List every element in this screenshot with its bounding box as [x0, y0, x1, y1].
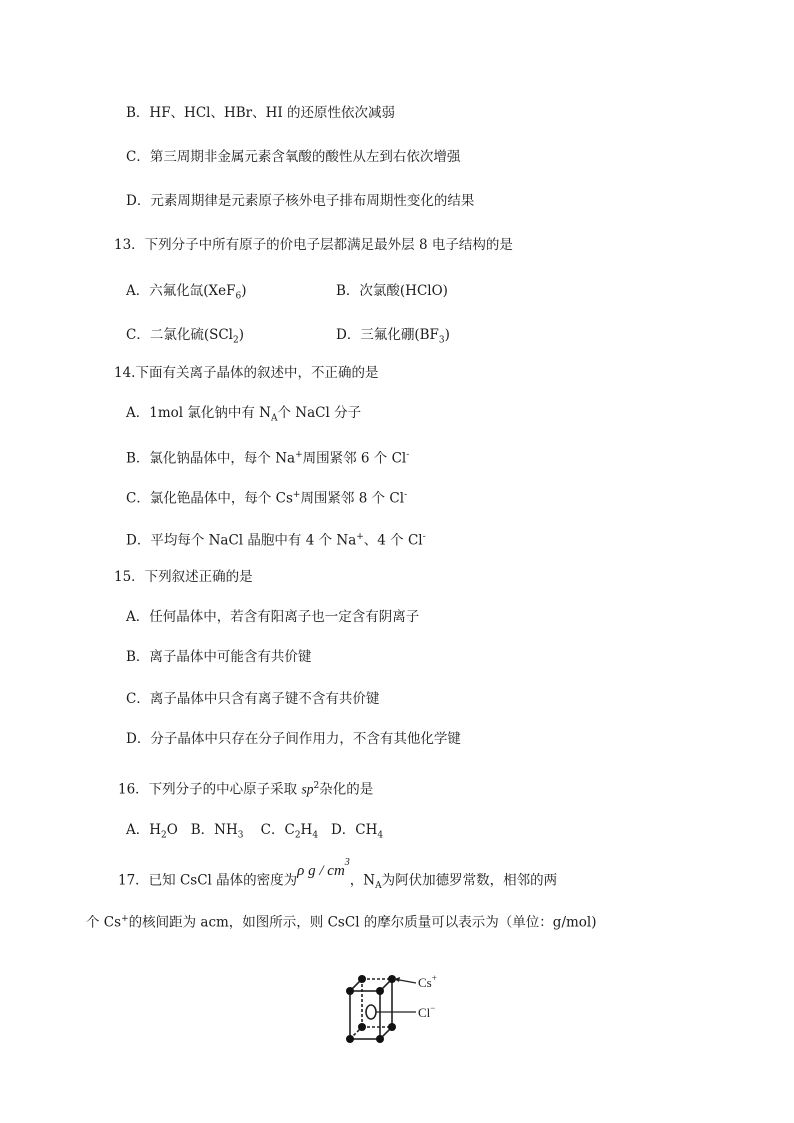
- q15-option-c: C．离子晶体中只含有离子键不含有共价键: [126, 691, 380, 707]
- cs-ion: [358, 1023, 366, 1031]
- q13-option-c: C．二氯化硫(SCl$_2$): [126, 327, 245, 346]
- q12-option-b: B．HF、HCl、HBr、HI 的还原性依次减弱: [126, 105, 396, 121]
- cs-ion: [346, 987, 354, 995]
- q16-option-a: A．$H_2O$: [126, 822, 178, 841]
- q14-option-a: A．1mol 氯化钠中有 $N_A$个 NaCl 分子: [126, 405, 362, 424]
- q13-option-a: A．六氟化氙(XeF$_6$): [126, 283, 247, 302]
- cs-ion: [358, 975, 366, 983]
- q16-option-d: D．$CH_4$: [330, 822, 384, 841]
- q15-stem: 15．下列叙述正确的是: [114, 569, 253, 585]
- cs-ion: [388, 1023, 396, 1031]
- density-formula: ρ g / cm: [297, 862, 345, 879]
- q14-option-d: D．平均每个 NaCl 晶胞中有 4 个 Na+、4 个 Cl-: [126, 532, 426, 549]
- q16-option-b: B．$NH_3$: [190, 822, 244, 841]
- cs-label: Cs+: [418, 973, 437, 990]
- cs-ion: [346, 1035, 354, 1043]
- q17-stem-line1: 17．已知 CsCl 晶体的密度为ρ g / $cm^3$，$N_A$为阿伏加德罗常数，相邻的两: [118, 857, 558, 892]
- q17-stem-line2: 个 Cs+的核间距为 acm，如图所示，则 CsCl 的摩尔质量可以表示为（单位：g/mol): [86, 914, 597, 931]
- q13-option-b: B．次氯酸(HClO): [336, 283, 448, 299]
- q12-option-c: C．第三周期非金属元素含氧酸的酸性从左到右依次增强: [126, 149, 461, 165]
- cs-ion: [376, 987, 384, 995]
- q15-option-d: D．分子晶体中只存在分子间作用力，不含有其他化学键: [126, 731, 461, 747]
- cscl-unit-cell-figure: [330, 965, 460, 1064]
- q16-stem: 16．下列分子的中心原子采取 $sp^2$杂化的是: [118, 781, 374, 798]
- q15-option-b: B．离子晶体中可能含有共价键: [126, 649, 312, 665]
- q13-option-d: D．三氟化硼$(BF_3)$: [336, 327, 450, 346]
- q12-option-d: D．元素周期律是元素原子核外电子排布周期性变化的结果: [126, 193, 475, 209]
- cs-ion: [376, 1035, 384, 1043]
- q16-option-c: C．$C_2H_4$: [260, 822, 319, 841]
- q13-stem: 13．下列分子中所有原子的价电子层都满足最外层 8 电子结构的是: [114, 237, 513, 253]
- q14-stem: 14.下面有关离子晶体的叙述中，不正确的是: [114, 365, 379, 381]
- q14-option-c: C．氯化铯晶体中，每个 Cs+周围紧邻 8 个 Cl-: [126, 490, 408, 507]
- cscl-unit-cell-diagram: [330, 965, 460, 1060]
- q14-option-b: B．氯化钠晶体中，每个 Na+周围紧邻 6 个 Cl-: [126, 450, 410, 467]
- q16-options: [126, 821, 383, 845]
- cl-ion: [366, 1005, 376, 1019]
- q15-option-a: A．任何晶体中，若含有阳离子也一定含有阴离子: [126, 609, 420, 625]
- cl-label: Cl−: [418, 1003, 436, 1020]
